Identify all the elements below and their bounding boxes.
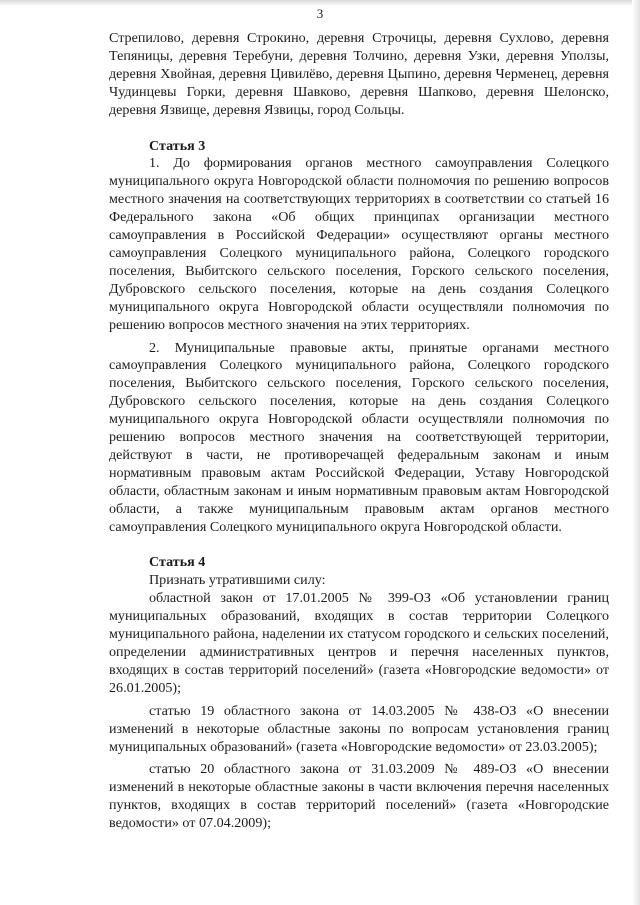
article-4-item-3: статью 20 областного закона от 31.03.2009 № 489-ОЗ «О внесении изменений в некоторые областные законы в части включения перечня населенных пунктов, входящих в состав территорий поселений» (газета «Новгородские ведомости» от 07.04.2009); (109, 761, 609, 832)
article-3-paragraph-1: 1. До формирования органов местного самоуправления Солецкого муниципального округа Новгородской области полномочия по решению вопросов местного значения на соответствующих территориях в соответствии со статьей 16 Федерального закона «Об общих принципах организации местного самоуправления в Российской Федерации» осуществляют органы местного самоуправления Солецкого муниципального района, Солецкого городского поселения, Выбитского сельского поселения, Горского сельского поселения, Дубровского сельского поселения, которые на день создания Солецкого муниципального округа Новгородской области осуществляли полномочия по решению вопросов местного значения на этих территориях. (109, 155, 609, 333)
intro-paragraph: Стрепилово, деревня Строкино, деревня Строчицы, деревня Сухлово, деревня Тепяницы, деревня Теребуни, деревня Толчино, деревня Узки, деревня Уползы, деревня Хвойная, деревня Цивилёво, деревня Цыпино, деревня Черменец, деревня Чудинцевы Горки, деревня Шавково, деревня Шапково, деревня Шелонско, деревня Язвище, деревня Язвицы, город Сольцы. (109, 30, 609, 118)
document-body (109, 30, 609, 833)
article-4-lead: Признать утратившими силу: (149, 572, 326, 589)
article-4-item-1: областной закон от 17.01.2005 № 399-ОЗ «Об установлении границ муниципальных образований, входящих в состав территории Солецкого муниципального района, наделении их статусом городского и сельских поселений, определении административных центров и перечня населенных пунктов, входящих в состав территорий поселений» (газета «Новгородские ведомости» от 26.01.2005); (109, 590, 609, 696)
article-3-heading: Статья 3 (149, 137, 206, 154)
article-3-paragraph-2: 2. Муниципальные правовые акты, принятые органами местного самоуправления Солецкого муниципального района, Солецкого городского поселения, Выбитского сельского поселения, Горского сельского поселения, Дубровского сельского поселения, которые на день создания Солецкого муниципального округа Новгородской области осуществляли полномочия по решению вопросов местного значения на соответствующей территории, действуют в части, не противоречащей федеральным законам и иным нормативным правовым актам Российской Федерации, Уставу Новгородской области, областным законам и иным нормативным правовым актам Новгородской области, а также муниципальным правовым актам органов местного самоуправления Солецкого муниципального округа Новгородской области. (109, 339, 609, 535)
page-number: 3 (316, 6, 324, 21)
scan-right-edge (632, 0, 640, 905)
article-4-heading: Статья 4 (149, 554, 206, 571)
article-4-item-2: статью 19 областного закона от 14.03.2005 № 438-ОЗ «О внесении изменений в некоторые областные законы по вопросам установления границ муниципальных образований» (газета «Новгородские ведомости» от 23.03.2005); (109, 702, 609, 755)
